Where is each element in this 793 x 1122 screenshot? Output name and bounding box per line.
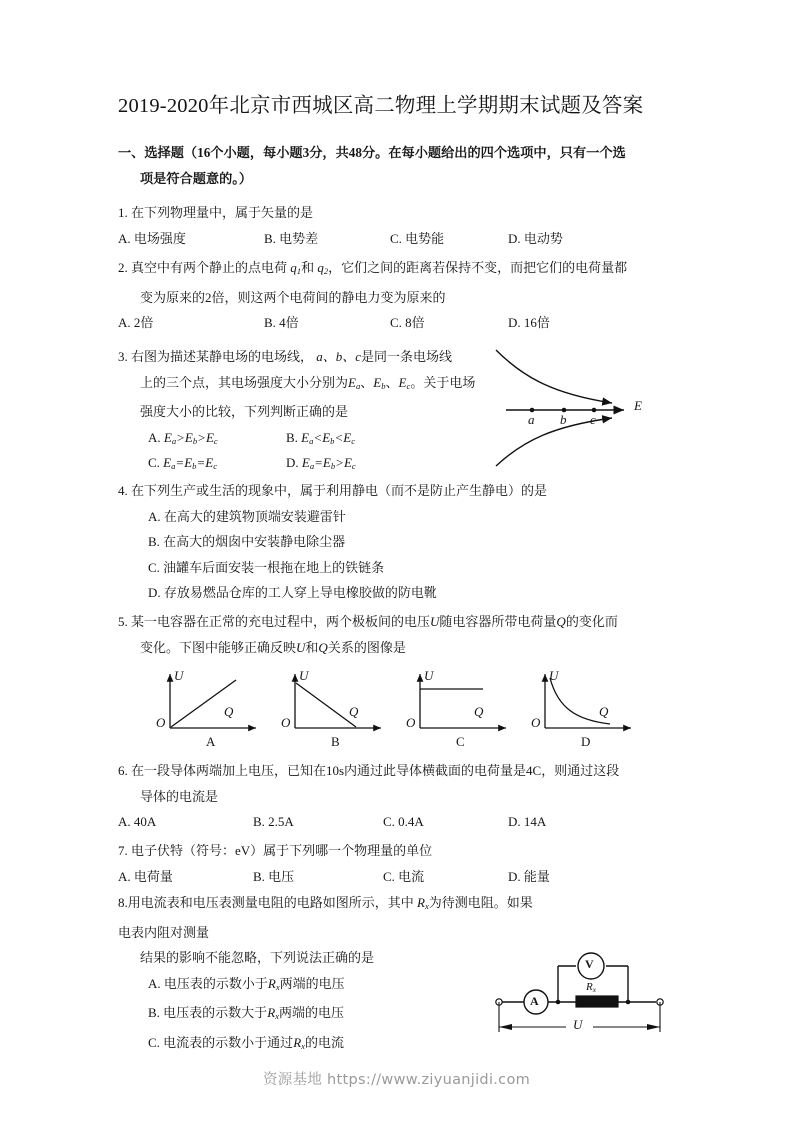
question-3-option-b[interactable]: B. $E_a<E_b<E_c$ (286, 429, 355, 446)
question-7 (118, 838, 688, 889)
question-3 (118, 344, 498, 476)
circuit-svg (488, 944, 678, 1049)
section-heading-line2: 项是符合题意的。） (140, 171, 253, 186)
question-4-option-d[interactable]: D. 存放易燃品仓库的工人穿上导电橡胶做的防电靴 (148, 585, 437, 600)
question-8-number: 8. (118, 895, 128, 910)
point-c-label: c (590, 412, 596, 427)
question-8-option-c[interactable]: C. 电流表的示数小于通过$R_x$的电流 (148, 1034, 344, 1052)
question-2 (118, 255, 688, 336)
question-3-options-row1 (118, 425, 498, 451)
question-3-number: 3. (118, 349, 128, 364)
question-1-stem (118, 200, 688, 226)
field-lines-svg (484, 348, 684, 468)
uq-graphs-svg (148, 666, 648, 752)
question-6-option-b[interactable]: B. 2.5A (253, 814, 294, 829)
question-6-number: 6. (118, 763, 128, 778)
uq-graphs-figure (148, 666, 648, 752)
graph-a-ylabel: U (174, 668, 184, 683)
question-1-option-c[interactable]: C. 电势能 (390, 230, 445, 246)
electric-field-lines-figure (484, 348, 684, 468)
question-3-stem: 3. 右图为描述某静电场的电场线， a、b、c是同一条电场线 (118, 349, 453, 364)
question-5-number: 5. (118, 614, 128, 629)
section-heading (118, 140, 688, 192)
question-7-option-a[interactable]: A. 电荷量 (118, 868, 173, 884)
graph-a-origin: O (156, 715, 166, 730)
question-7-number: 7. (118, 843, 128, 858)
question-5-stem-line2: 变化。下图中能够正确反映U和Q关系的图像是 (140, 639, 406, 655)
question-1-option-b[interactable]: B. 电势差 (264, 230, 319, 246)
graph-d-origin: O (531, 715, 541, 730)
question-1 (118, 200, 688, 251)
question-4-option-c[interactable]: C. 油罐车后面安装一根拖在地上的铁链条 (148, 559, 385, 575)
graph-c-ylabel: U (424, 668, 434, 683)
question-6-option-d[interactable]: D. 14A (508, 814, 547, 829)
resistor-label: $R_x$ (586, 981, 596, 994)
question-6-option-c[interactable]: C. 0.4A (383, 814, 424, 829)
source-voltage-label: U (573, 1017, 583, 1032)
question-8-option-a[interactable]: A. 电压表的示数小于$R_x$两端的电压 (148, 975, 345, 992)
question-6 (118, 758, 688, 835)
page-title: 2019-2020年北京市西城区高二物理上学期期末试题及答案 (118, 95, 644, 117)
question-7-options (118, 864, 688, 890)
question-2-option-a[interactable]: A. 2倍 (118, 315, 154, 331)
question-7-option-d[interactable]: D. 能量 (508, 868, 550, 884)
graph-d-xlabel: Q (599, 704, 609, 719)
question-4 (118, 478, 688, 606)
question-7-stem: 7. 电子伏特（符号：eV）属于下列哪一个物理量的单位 (118, 843, 433, 858)
point-b-label: b (560, 412, 567, 427)
field-line-upper (496, 350, 612, 403)
question-7-option-c[interactable]: C. 电流 (383, 868, 425, 884)
question-7-option-b[interactable]: B. 电压 (253, 868, 295, 884)
question-6-stem: 6. 在一段导体两端加上电压，已知在10s内通过此导体横截面的电荷量是4C，则通过这段 (118, 763, 620, 778)
question-8 (118, 890, 538, 1060)
question-1-number: 1. (118, 205, 128, 220)
question-8-option-b[interactable]: B. 电压表的示数大于$R_x$两端的电压 (148, 1005, 344, 1022)
graph-a-xlabel: Q (224, 704, 234, 719)
question-6-options (118, 809, 688, 835)
question-3-option-a[interactable]: A. $E_a>E_b>E_c$ (148, 429, 218, 446)
question-1-option-a[interactable]: A. 电场强度 (118, 230, 186, 246)
question-3-stem-line2: 上的三个点，其电场强度大小分别为$E_a$、$E_b$、$E_c$。关于电场 (140, 374, 476, 391)
question-5-stem: 5. 某一电容器在正常的充电过程中，两个极板间的电压U随电容器所带电荷量Q的变化而 (118, 614, 618, 629)
watermark: 资源基地 https://www.ziyuanjidi.com (262, 1072, 531, 1088)
graph-b-xlabel: Q (349, 704, 359, 719)
question-4-option-b[interactable]: B. 在高大的烟囱中安装静电除尘器 (148, 534, 346, 549)
field-axis-label-e: E (634, 398, 642, 413)
question-1-text: 在下列物理量中，属于矢量的是 (131, 205, 314, 220)
question-2-option-b[interactable]: B. 4倍 (264, 315, 299, 331)
graph-c-caption: C (456, 734, 465, 749)
question-2-option-c[interactable]: C. 8倍 (390, 315, 425, 331)
ammeter-label: A (530, 994, 539, 1008)
question-8-stem: 8.用电流表和电压表测量电阻的电路如图所示，其中 $R_x$为待测电阻。如果电表内阻对测量 (118, 895, 533, 940)
question-1-options (118, 226, 688, 252)
question-6-option-a[interactable]: A. 40A (118, 814, 157, 829)
graph-b-origin: O (281, 715, 291, 730)
question-3-option-c[interactable]: C. $E_a=E_b=E_c$ (148, 455, 217, 472)
graph-c-origin: O (406, 715, 416, 730)
circuit-figure (488, 944, 678, 1049)
question-6-stem-line2: 导体的电流是 (140, 788, 219, 804)
voltmeter-label: V (585, 957, 594, 971)
point-a-label: a (528, 412, 535, 427)
question-3-option-d[interactable]: D. $E_a=E_b>E_c$ (286, 455, 356, 472)
question-4-option-a[interactable]: A. 在高大的建筑物顶端安装避雷针 (148, 508, 346, 524)
question-2-option-d[interactable]: D. 16倍 (508, 315, 550, 331)
section-heading-line1: 一、选择题（16个小题，每小题3分，共48分。在每小题给出的四个选项中，只有一个选 (118, 145, 626, 160)
graph-b-caption: B (331, 734, 340, 749)
question-2-options (118, 310, 688, 336)
graph-a-caption: A (206, 734, 216, 749)
question-3-stem-line3: 强度大小的比较，下列判断正确的是 (140, 404, 349, 420)
graph-b-ylabel: U (299, 668, 309, 683)
question-4-stem: 4. 在下列生产或生活的现象中，属于利用静电（而不是防止产生静电）的是 (118, 483, 548, 498)
resistor-body (576, 996, 618, 1007)
question-8-stem-line2: 结果的影响不能忽略，下列说法正确的是 (140, 950, 375, 966)
question-3-options-row2 (118, 450, 498, 476)
question-1-option-d[interactable]: D. 电动势 (508, 230, 563, 246)
graph-d-ylabel: U (549, 668, 559, 683)
graph-c-xlabel: Q (474, 704, 484, 719)
question-4-number: 4. (118, 483, 128, 498)
graph-d-caption: D (581, 734, 591, 749)
question-2-stem: 2. 真空中有两个静止的点电荷 $q_1$和 $q_2$，它们之间的距离若保持不变，而把它们的电荷量都 (118, 260, 628, 277)
question-2-number: 2. (118, 260, 128, 275)
question-2-stem-line2: 变为原来的2倍，则这两个电荷间的静电力变为原来的 (140, 289, 446, 305)
question-5 (118, 609, 688, 660)
